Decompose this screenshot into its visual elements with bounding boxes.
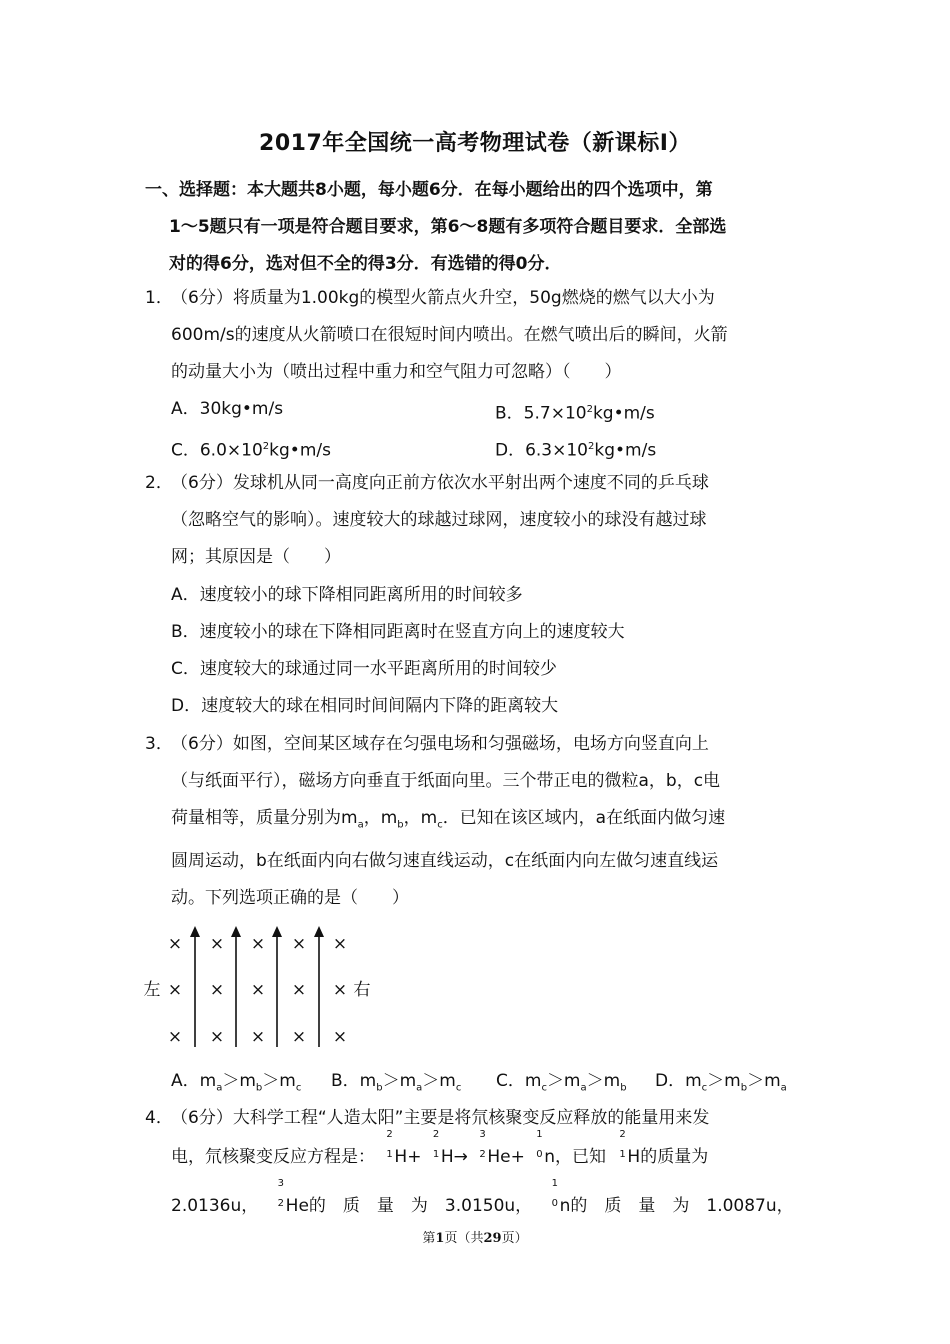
question-text: （6分）将质量为1.00kg的模型火箭点火升空，50g燃烧的燃气以大小为: [171, 288, 715, 308]
cross-icon: ×: [167, 1027, 183, 1047]
q4-mass-line: 2.0136u， 3 2 He的 质 量 为 3.0150u， 1 0 n的 质 量 为 1.0087u，: [171, 1178, 794, 1216]
question-text: 600m/s的速度从火箭喷口在很短时间内喷出。在燃气喷出后的瞬间，火箭: [171, 325, 728, 345]
cross-icon: ×: [291, 1027, 307, 1047]
cross-icon: ×: [209, 934, 225, 954]
cross-icon: ×: [209, 1027, 225, 1047]
question-3: [145, 726, 810, 917]
arrow-icon: [190, 926, 200, 937]
question-text: （6分）发球机从同一高度向正前方依次水平射出两个速度不同的乒乓球: [171, 473, 709, 493]
q3-option-b: B．$m_b>m_a>m_c$: [331, 1071, 462, 1094]
question-1: [145, 280, 810, 391]
q1-option-a: A．30kg•m/s: [171, 399, 284, 419]
cross-icon: ×: [291, 934, 307, 954]
page-title: 2017年全国统一高考物理试卷（新课标Ⅰ）: [259, 131, 691, 156]
cross-icon: ×: [250, 980, 266, 1000]
arrow-icon: [231, 926, 241, 937]
question-number: 2．: [145, 473, 173, 493]
question-text: 圆周运动，b在纸面内向右做匀速直线运动，c在纸面内向左做匀速直线运: [171, 851, 719, 872]
question-number: 1．: [145, 288, 173, 308]
diagram-right-label: 右: [353, 980, 371, 1000]
arrow-icon: [314, 926, 324, 937]
question-number: 3．: [145, 734, 173, 754]
question-2: [145, 465, 810, 576]
q3-option-d: D．$m_c>m_b>m_a$: [655, 1071, 787, 1094]
q1-option-c: C．$6.0\times 10^2kg•m/s$: [171, 440, 331, 461]
field-diagram: [140, 925, 400, 1050]
q3-option-c: C．$m_c>m_a>m_b$: [496, 1071, 627, 1094]
q3-option-a: A．$m_a>m_b>m_c$: [171, 1071, 302, 1094]
question-number: 4．: [145, 1108, 173, 1128]
cross-icon: ×: [167, 980, 183, 1000]
cross-icon: ×: [250, 1027, 266, 1047]
section-heading: [145, 172, 810, 283]
q1-option-b: B．$5.7\times 10^2kg•m/s$: [495, 403, 655, 424]
q2-option-a: A．速度较小的球下降相同距离所用的时间较多: [171, 585, 523, 605]
cross-icon: ×: [332, 1027, 348, 1047]
q2-option-b: B．速度较小的球在下降相同距离时在竖直方向上的速度较大: [171, 622, 625, 642]
cross-icon: ×: [332, 934, 348, 954]
question-text: 动。下列选项正确的是（ ）: [171, 888, 409, 909]
section-line: 对的得6分，选对但不全的得3分．有选错的得0分．: [169, 254, 562, 274]
question-text: （6分）如图，空间某区域存在匀强电场和匀强磁场，电场方向竖直向上: [171, 734, 709, 754]
question-text: 的动量大小为（喷出过程中重力和空气阻力可忽略）（ ）: [171, 362, 622, 382]
q2-option-c: C．速度较大的球通过同一水平距离所用的时间较少: [171, 659, 557, 679]
arrow-icon: [272, 926, 282, 937]
question-text: （6分）大科学工程“人造太阳”主要是将氘核聚变反应释放的能量用来发: [171, 1108, 710, 1128]
q4-equation-line: 电，氘核聚变反应方程是： 2 1 H+ 2 1 H→ 3 2 He+ 1 0 n，已知 2 1 H的质量为: [171, 1129, 709, 1167]
question-text: （忽略空气的影响）。速度较大的球越过球网，速度较小的球没有越过球: [171, 510, 707, 530]
cross-icon: ×: [291, 980, 307, 1000]
cross-icon: ×: [332, 980, 348, 1000]
question-text: 网；其原因是（ ）: [171, 547, 341, 567]
cross-icon: ×: [209, 980, 225, 1000]
page-footer: 第1页（共29页）: [422, 1231, 528, 1246]
question-text: （与纸面平行），磁场方向垂直于纸面向里。三个带正电的微粒a，b，c电: [171, 771, 721, 791]
section-line: 一、选择题：本大题共8小题，每小题6分．在每小题给出的四个选项中，第: [145, 180, 713, 200]
cross-icon: ×: [167, 934, 183, 954]
section-line: 1～5题只有一项是符合题目要求，第6～8题有多项符合题目要求．全部选: [169, 217, 727, 237]
q2-option-d: D．速度较大的球在相同时间间隔内下降的距离较大: [171, 696, 559, 716]
diagram-left-label: 左: [143, 980, 161, 1000]
question-4: [145, 1100, 810, 1137]
question-text: 荷量相等，质量分别为$m_a$，$m_b$，$m_c$．已知在该区域内，a在纸面内做匀速: [171, 808, 726, 831]
cross-icon: ×: [250, 934, 266, 954]
q1-option-d: D．$6.3\times 10^2kg•m/s$: [495, 440, 657, 461]
